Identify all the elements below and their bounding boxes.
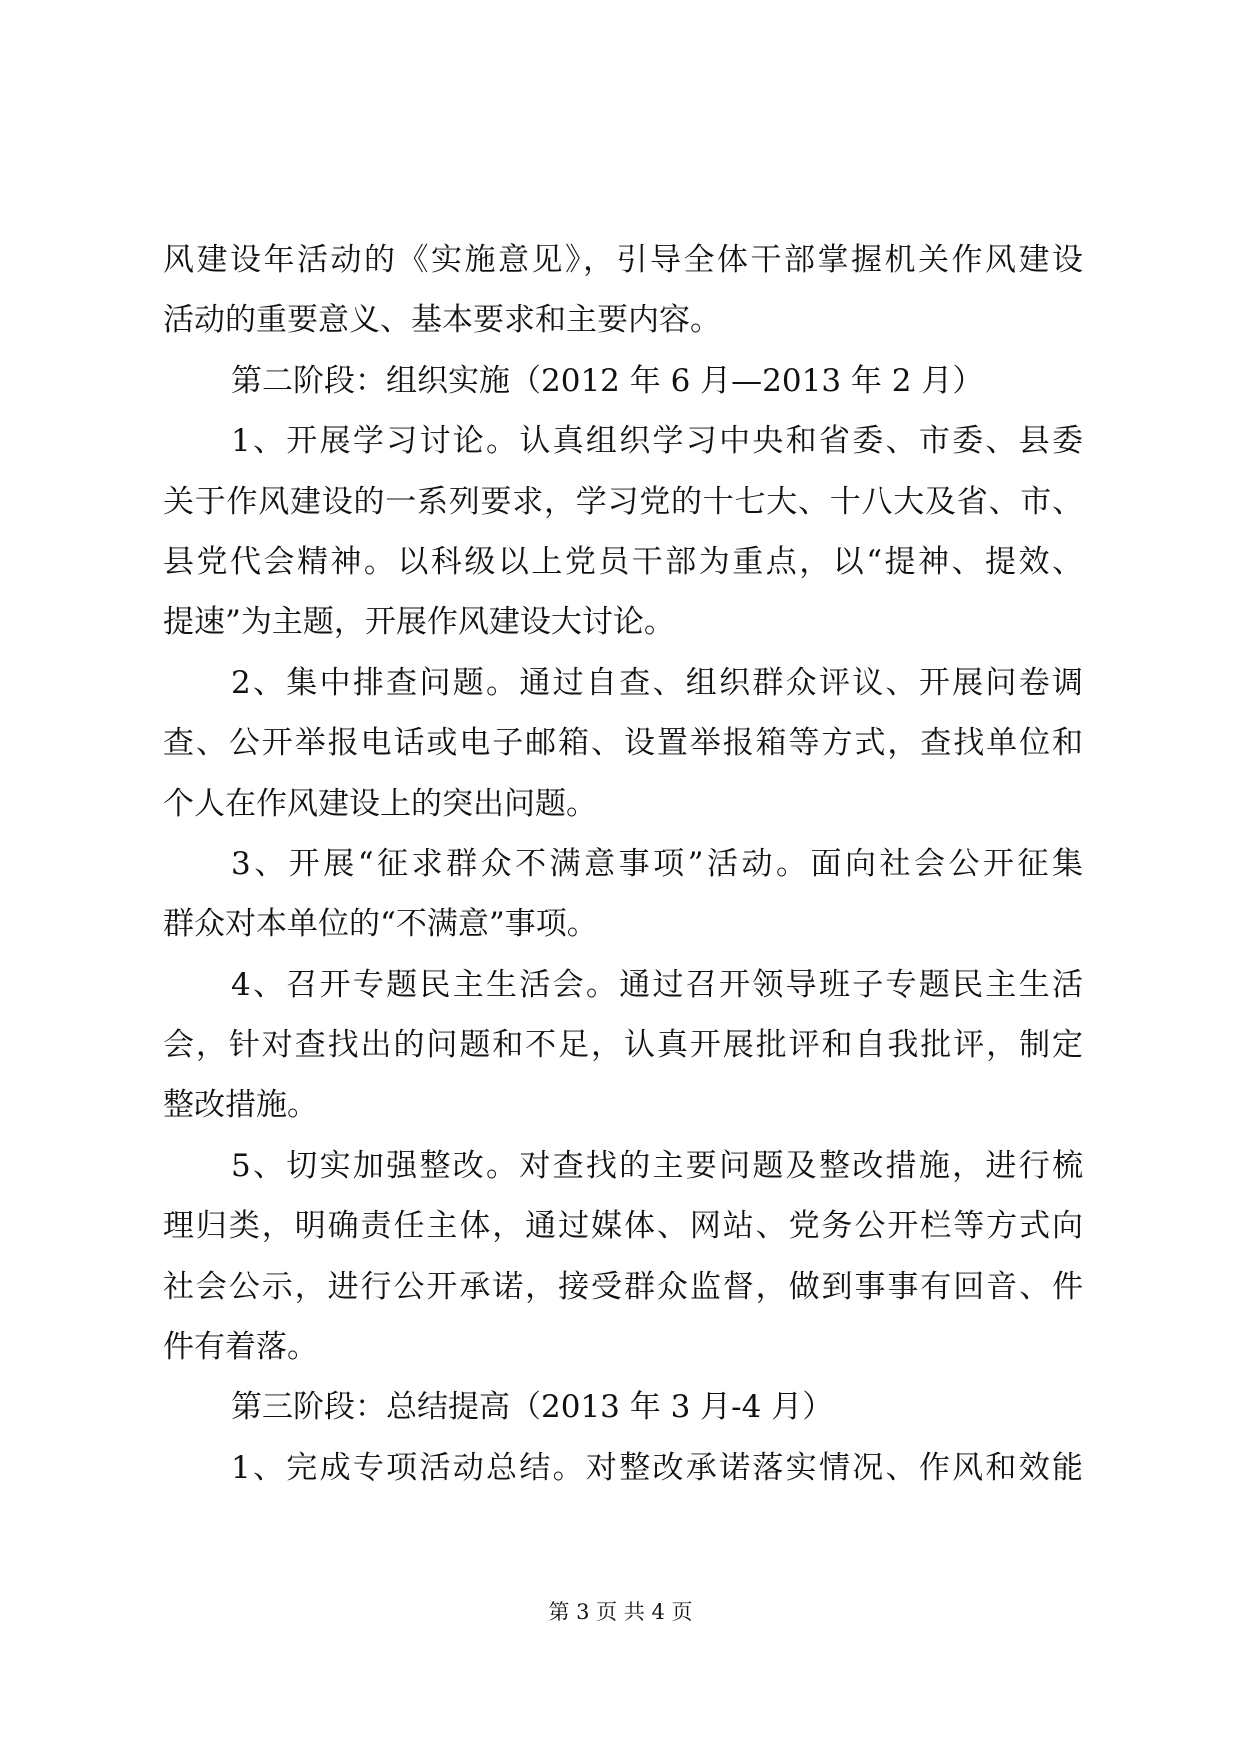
text-line: 群众对本单位的“不满意”事项。 <box>163 906 598 943</box>
text-line: 4、召开专题民主生活会。通过召开领导班子专题民主生活 <box>231 966 1083 1003</box>
text-line: 活动的重要意义、基本要求和主要内容。 <box>163 302 721 339</box>
text-line: 整改措施。 <box>163 1087 318 1124</box>
text-line: 3、开展“征求群众不满意事项”活动。面向社会公开征集 <box>231 845 1083 882</box>
section-heading: 第二阶段：组织实施（2012 年 6 月—2013 年 2 月） <box>231 362 984 399</box>
text-line: 1、开展学习讨论。认真组织学习中央和省委、市委、县委 <box>231 423 1083 460</box>
section-heading: 第三阶段：总结提高（2013 年 3 月-4 月） <box>231 1389 834 1426</box>
text-line: 查、公开举报电话或电子邮箱、设置举报箱等方式，查找单位和 <box>163 725 1083 762</box>
document-body <box>163 230 1083 1498</box>
page-footer: 第 3 页 共 4 页 <box>548 1600 693 1624</box>
text-line: 会，针对查找出的问题和不足，认真开展批评和自我批评，制定 <box>163 1027 1083 1064</box>
text-line: 1、完成专项活动总结。对整改承诺落实情况、作风和效能 <box>231 1449 1083 1486</box>
text-line: 关于作风建设的一系列要求，学习党的十七大、十八大及省、市、 <box>163 483 1083 520</box>
text-line: 理归类，明确责任主体，通过媒体、网站、党务公开栏等方式向 <box>163 1208 1083 1245</box>
text-line: 风建设年活动的《实施意见》，引导全体干部掌握机关作风建设 <box>163 242 1083 278</box>
text-line: 件有着落。 <box>163 1329 318 1366</box>
text-line: 社会公示，进行公开承诺，接受群众监督，做到事事有回音、件 <box>163 1268 1083 1305</box>
text-line: 个人在作风建设上的突出问题。 <box>163 785 597 822</box>
text-line: 5、切实加强整改。对查找的主要问题及整改措施，进行梳 <box>231 1147 1083 1184</box>
text-line: 县党代会精神。以科级以上党员干部为重点，以“提神、提效、 <box>163 543 1083 580</box>
text-line: 2、集中排查问题。通过自查、组织群众评议、开展问卷调 <box>231 664 1083 701</box>
text-line: 提速”为主题，开展作风建设大讨论。 <box>163 604 675 641</box>
